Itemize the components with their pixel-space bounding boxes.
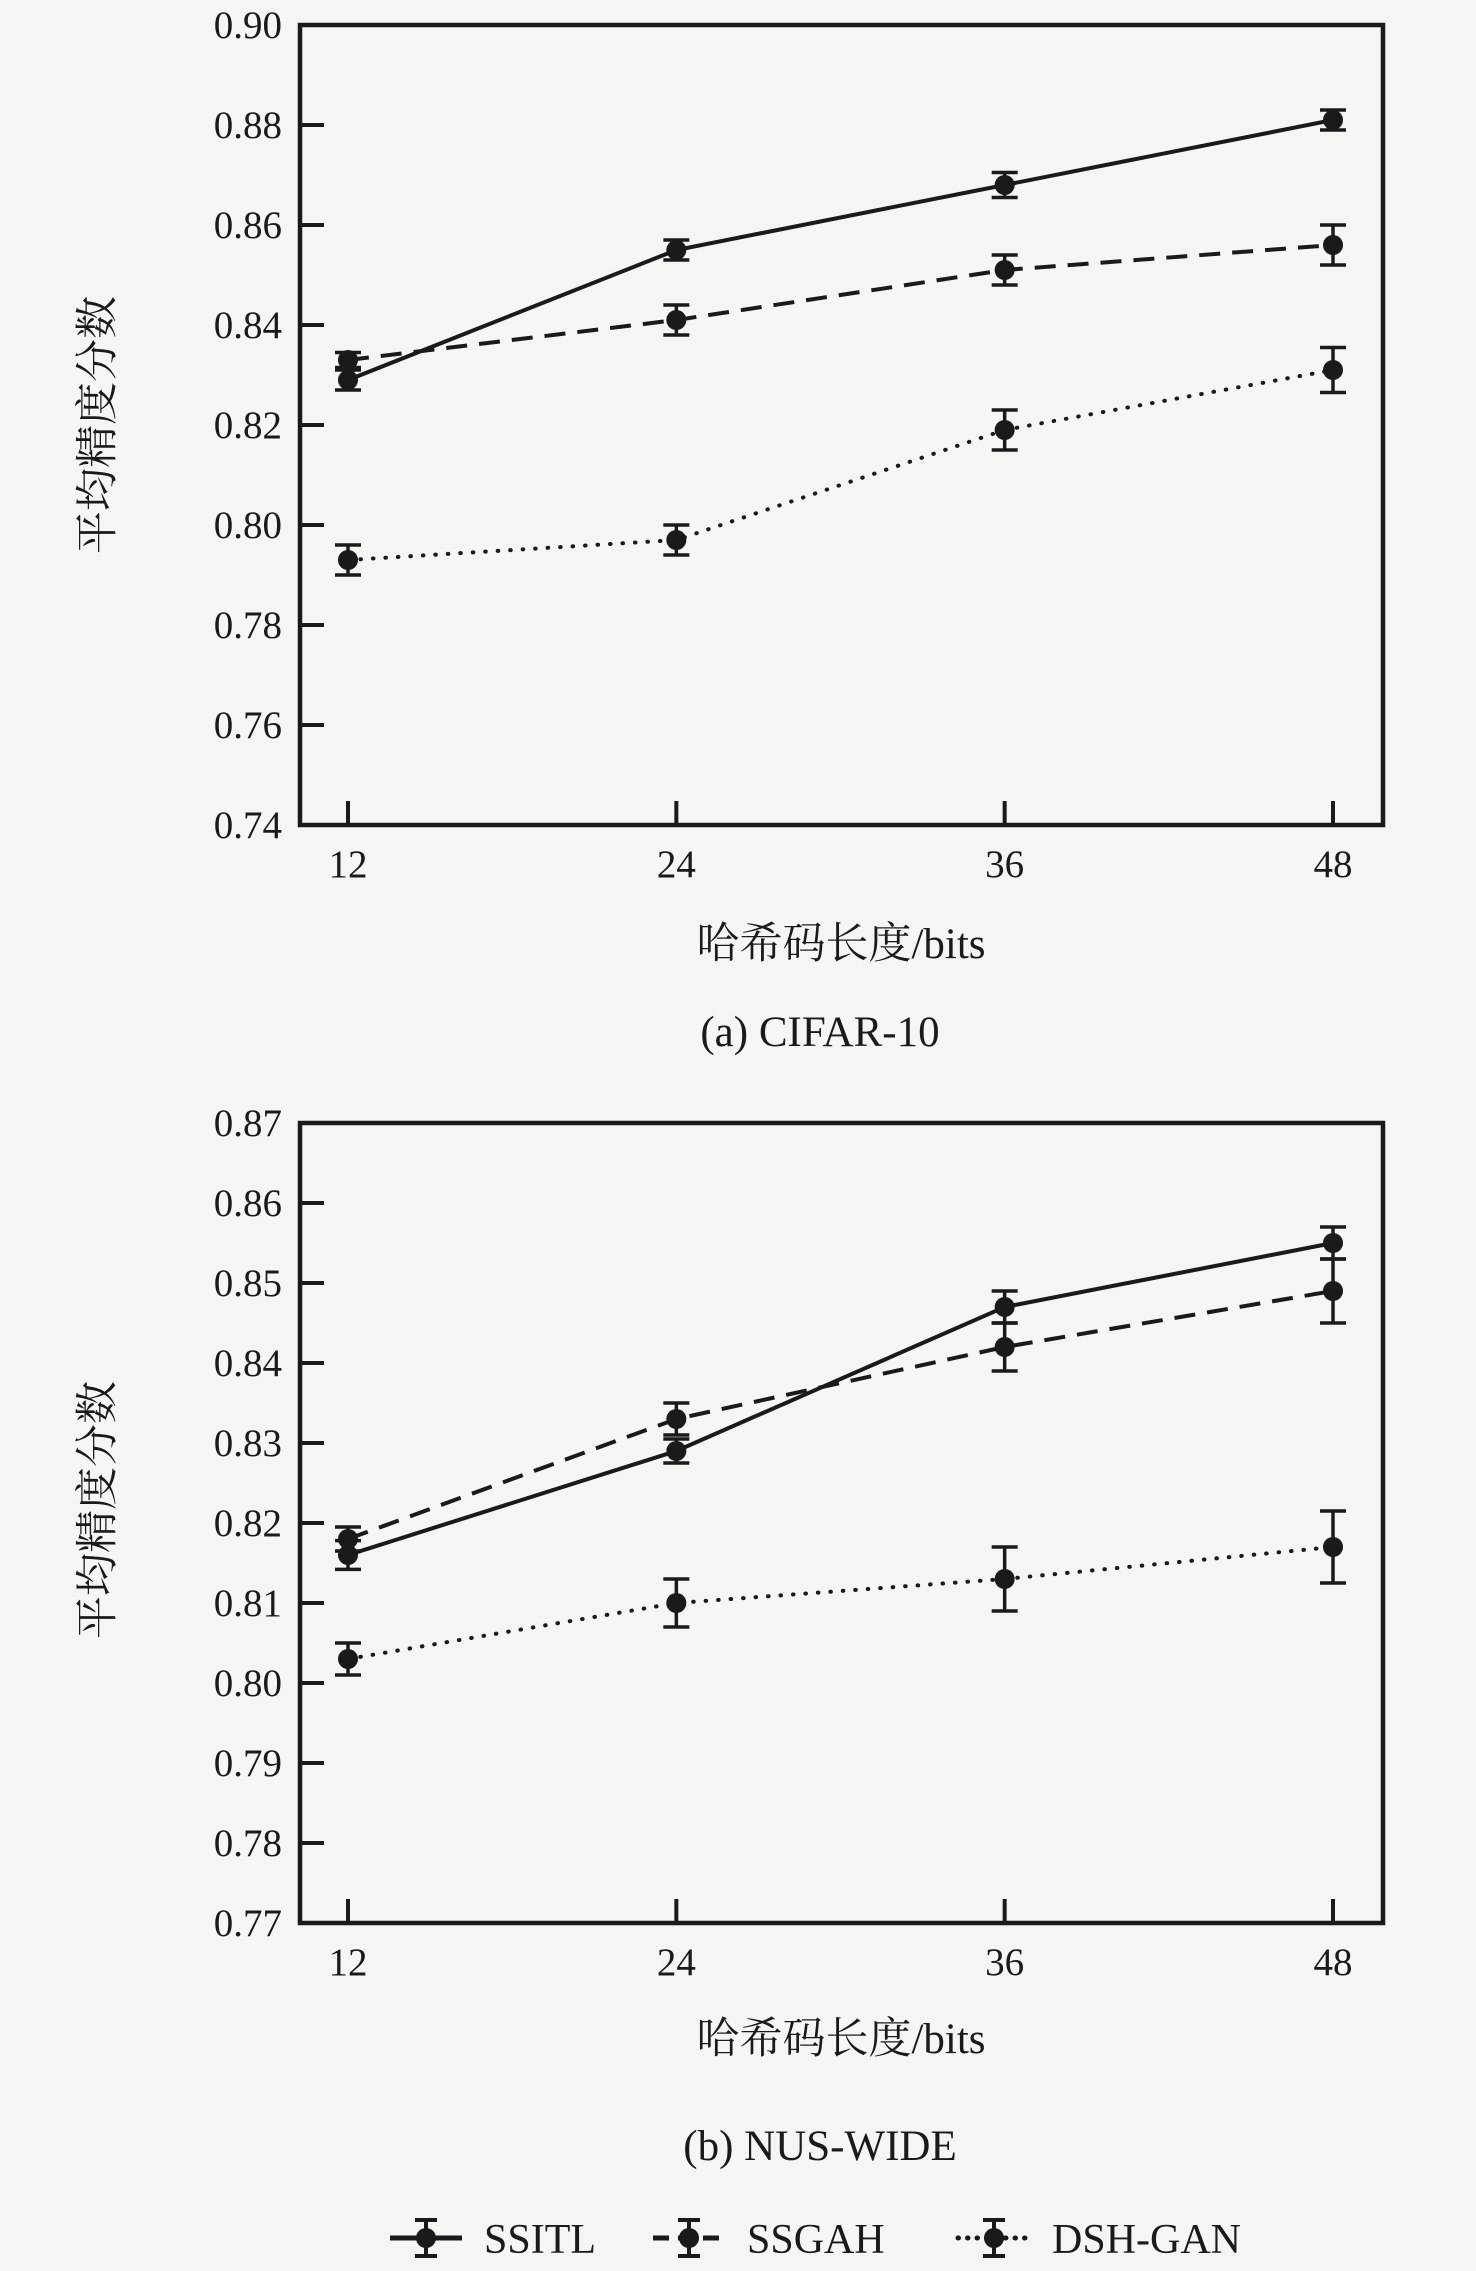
data-point-dsh-gan — [666, 530, 686, 550]
data-point-dsh-gan — [1323, 360, 1343, 380]
y-tick-label: 0.80 — [213, 504, 282, 547]
x-axis-label-a: 哈希码长度/bits — [696, 921, 986, 968]
x-axis-label-b: 哈希码长度/bits — [696, 2016, 986, 2063]
y-tick-label: 0.79 — [213, 1742, 282, 1785]
caption-a: (a) CIFAR-10 — [700, 1009, 940, 1056]
y-tick-label: 0.90 — [213, 4, 282, 47]
y-tick-label: 0.81 — [213, 1582, 282, 1625]
y-tick-label: 0.88 — [213, 104, 282, 147]
series-line-dsh-gan — [348, 1547, 1333, 1659]
data-point-ssgah — [1323, 1281, 1343, 1301]
caption-b: (b) NUS-WIDE — [683, 2123, 957, 2170]
y-tick-label: 0.87 — [213, 1102, 282, 1145]
x-tick-label: 48 — [1313, 1941, 1353, 1984]
y-axis-label-b: 平均精度分数 — [75, 1381, 122, 1639]
legend-item-dshgan — [958, 2217, 1241, 2263]
plot-frame — [300, 1123, 1383, 1923]
plot-frame — [300, 25, 1383, 825]
data-point-dsh-gan — [338, 1649, 358, 1669]
data-point-dsh-gan — [666, 1593, 686, 1613]
data-point-ssitl — [1323, 1233, 1343, 1253]
y-tick-label: 0.77 — [213, 1902, 282, 1945]
data-point-dsh-gan — [1323, 1537, 1343, 1557]
data-point-ssgah — [1323, 235, 1343, 255]
x-tick-label: 12 — [328, 843, 368, 886]
y-tick-label: 0.84 — [213, 304, 282, 347]
y-tick-label: 0.80 — [213, 1662, 282, 1705]
legend-marker-dshgan-icon — [958, 2220, 1030, 2256]
y-tick-label: 0.82 — [213, 404, 282, 447]
series-line-ssgah — [348, 245, 1333, 360]
legend-marker-ssgah-icon — [653, 2220, 725, 2256]
y-axis-label-a: 平均精度分数 — [75, 296, 122, 554]
y-tick-label: 0.83 — [213, 1422, 282, 1465]
series-line-ssgah — [348, 1291, 1333, 1539]
legend-label-ssitl: SSITL — [484, 2217, 597, 2263]
y-tick-label: 0.74 — [213, 804, 282, 847]
y-tick-label: 0.86 — [213, 204, 282, 247]
data-point-ssgah — [995, 1337, 1015, 1357]
data-point-ssgah — [338, 1529, 358, 1549]
y-tick-label: 0.78 — [213, 604, 282, 647]
legend-item-ssgah — [653, 2217, 885, 2263]
data-point-ssitl — [666, 240, 686, 260]
x-tick-label: 12 — [328, 1941, 368, 1984]
data-point-ssgah — [995, 260, 1015, 280]
x-tick-label: 36 — [985, 843, 1025, 886]
y-tick-label: 0.82 — [213, 1502, 282, 1545]
y-tick-label: 0.85 — [213, 1262, 282, 1305]
legend-item-ssitl — [390, 2217, 596, 2263]
series-line-dsh-gan — [348, 370, 1333, 560]
x-tick-label: 36 — [985, 1941, 1025, 1984]
y-tick-label: 0.84 — [213, 1342, 282, 1385]
data-point-ssitl — [995, 175, 1015, 195]
data-point-ssitl — [995, 1297, 1015, 1317]
legend-marker-ssitl-icon — [390, 2220, 462, 2256]
plot-area-cifar10 — [214, 4, 1383, 886]
legend-label-dshgan: DSH-GAN — [1052, 2217, 1241, 2263]
data-point-ssitl — [1323, 110, 1343, 130]
data-point-ssgah — [666, 310, 686, 330]
legend-label-ssgah: SSGAH — [747, 2217, 885, 2263]
data-point-dsh-gan — [995, 1569, 1015, 1589]
y-tick-label: 0.86 — [213, 1182, 282, 1225]
y-tick-label: 0.78 — [213, 1822, 282, 1865]
x-tick-label: 48 — [1313, 843, 1353, 886]
y-tick-label: 0.76 — [213, 704, 282, 747]
x-tick-label: 24 — [656, 843, 696, 886]
data-point-ssitl — [338, 370, 358, 390]
data-point-ssitl — [666, 1441, 686, 1461]
plot-area-nuswide — [214, 1102, 1383, 1984]
legend — [390, 2217, 1241, 2263]
x-tick-label: 24 — [656, 1941, 696, 1984]
data-point-ssgah — [338, 350, 358, 370]
data-point-dsh-gan — [995, 420, 1015, 440]
series-line-ssitl — [348, 1243, 1333, 1555]
data-point-ssgah — [666, 1409, 686, 1429]
data-point-dsh-gan — [338, 550, 358, 570]
